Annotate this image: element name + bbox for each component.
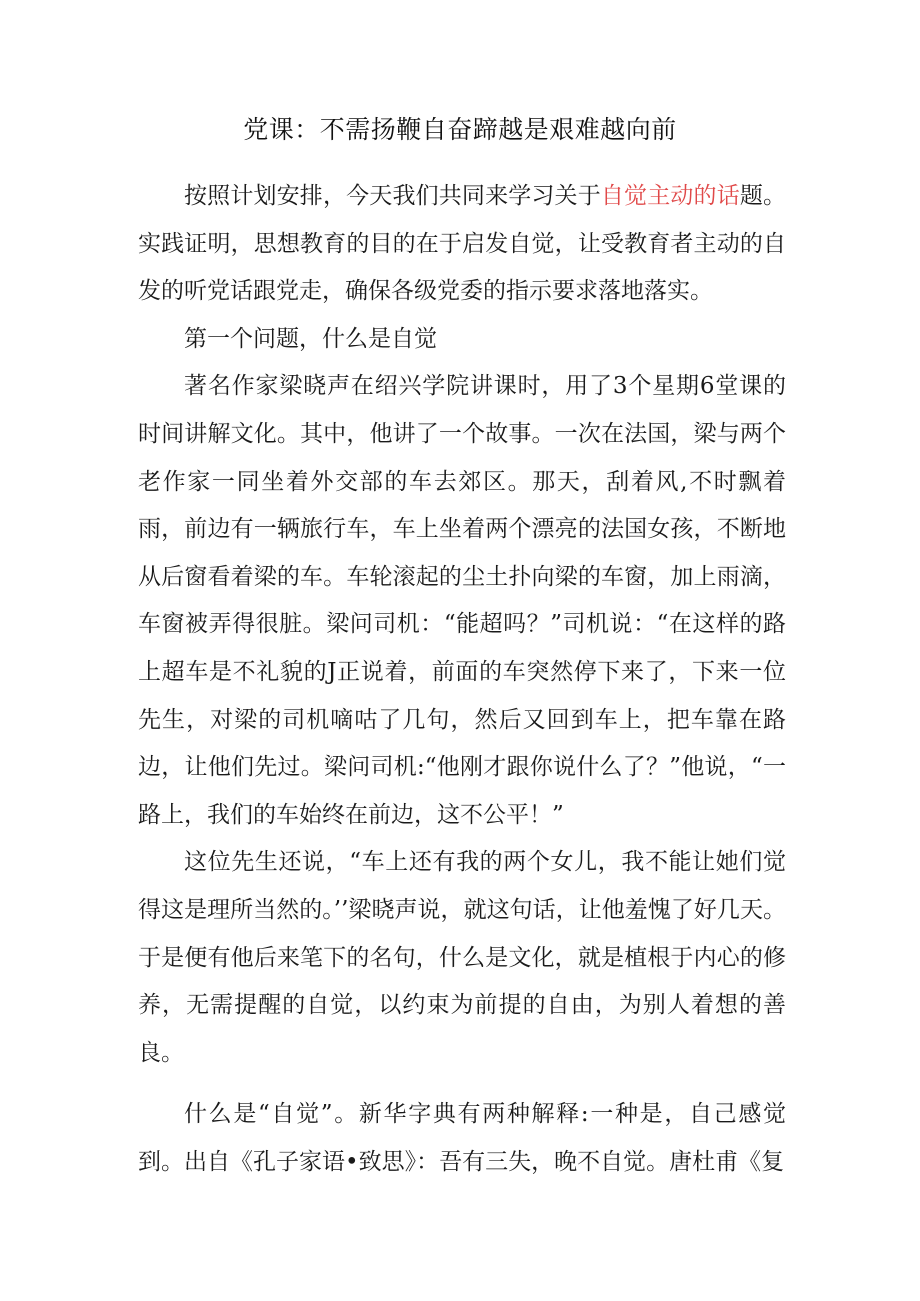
paragraph-story: 著名作家梁晓声在绍兴学院讲课时，用了3个星期6堂课的时间讲解文化。其中，他讲了一个故事。一次在法国，梁与两个老作家一同坐着外交部的车去郊区。那天，刮着风,不时飘着雨，前边有一辆旅行车，车上坐着两个漂亮的法国女孩，不断地从后窗看着梁的车。车轮滚起的尘土扑向梁的车窗，加上雨滴，车窗被弄得很脏。梁问司机：“能超吗？”司机说：“在这样的路上超车是不礼貌的J正说着，前面的车突然停下来了，下来一位先生，对梁的司机嘀咕了几句，然后又回到车上，把车靠在路边，让他们先过。梁问司机:“他刚才跟你说什么了？”他说，“一路上，我们的车始终在前边，这不公平！” bbox=[138, 373, 786, 828]
paragraph-definition: 什么是“自觉”。新华字典有两种解释:一种是，自己感觉到。出自《孔子家语•致思》：吾有三失，晚不自觉。唐杜甫《复 bbox=[138, 1101, 786, 1175]
document-body bbox=[138, 173, 786, 1186]
paragraph-reflection: 这位先生还说，“车上还有我的两个女儿，我不能让她们觉得这是理所当然的。’’梁晓声说，就这句话，让他羞愧了好几天。于是便有他后来笔下的名句，什么是文化，就是植根于内心的修养，无需提醒的自觉，以约束为前提的自由，为别人着想的善良。 bbox=[138, 849, 786, 1066]
document-title: 党课：不需扬鞭自奋蹄越是艰难越向前 bbox=[243, 115, 677, 144]
section-heading: 第一个问题，什么是自觉 bbox=[184, 325, 437, 352]
intro-text-after: 题。实践证明，思想教育的目的在于启发自觉，让受教育者主动的自发的听党话跟党走，确保各级党委的指示要求落地落实。 bbox=[138, 183, 787, 305]
paragraph-intro bbox=[138, 173, 786, 316]
intro-text-before: 按照计划安排，今天我们共同来学习关于 bbox=[184, 183, 601, 209]
highlighted-phrase: 自觉主动的话 bbox=[600, 183, 740, 209]
